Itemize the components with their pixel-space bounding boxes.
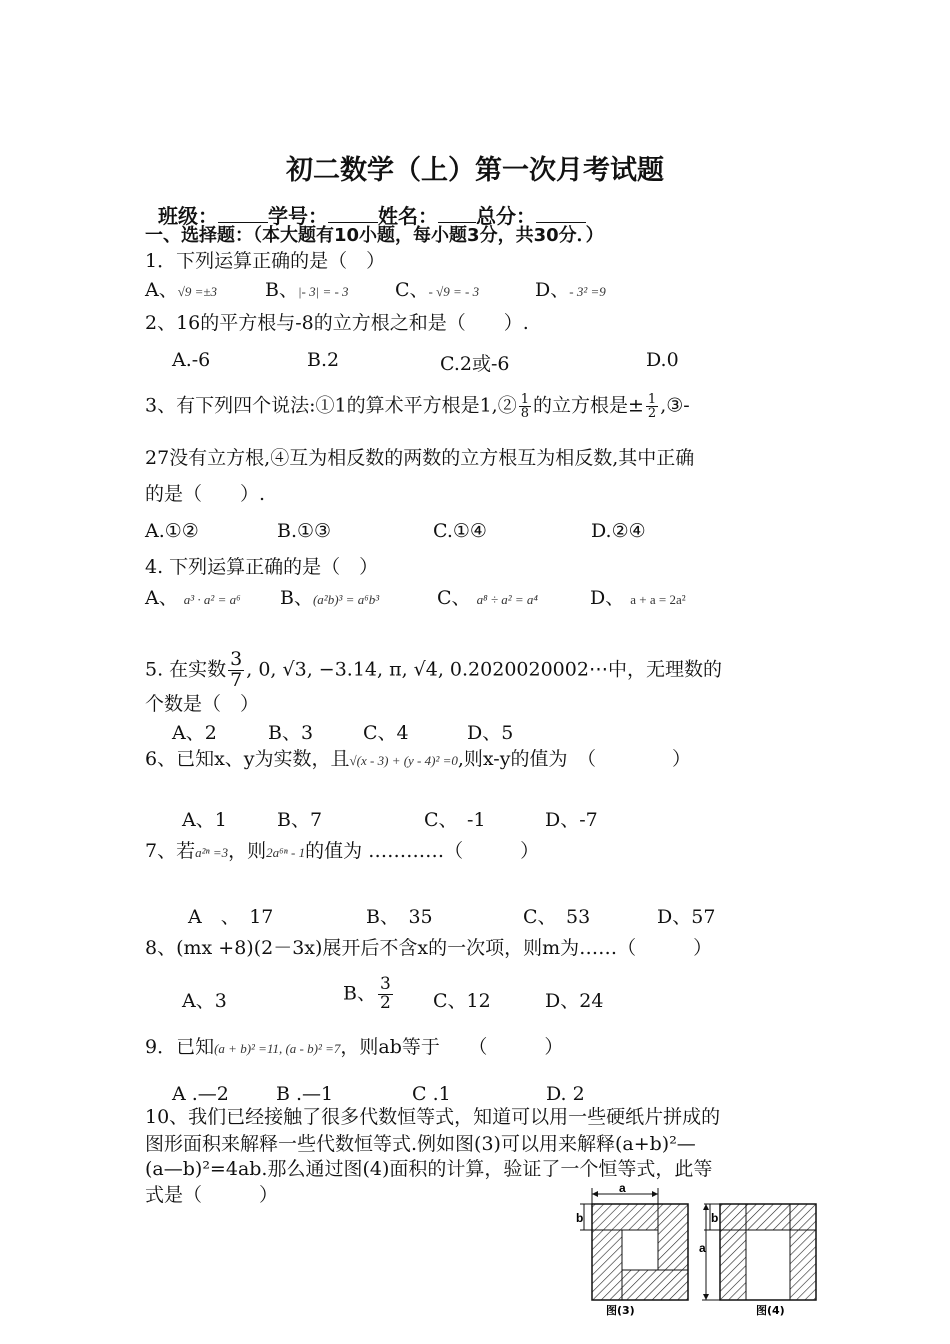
q9-option-d[interactable]: D. 2 — [546, 1083, 585, 1105]
q8-b-fraction — [378, 976, 393, 1013]
number-blank[interactable] — [328, 204, 378, 223]
fig4-caption: 图(4) — [756, 1304, 785, 1317]
fig4-strip-right — [790, 1230, 816, 1300]
q4-a-label: A、 — [145, 587, 178, 609]
q8-option-b[interactable] — [343, 976, 395, 1013]
fig3-label-a: a — [619, 1181, 626, 1195]
q7-option-c[interactable]: C、 53 — [523, 906, 591, 928]
q8-option-a[interactable]: A、3 — [182, 990, 227, 1012]
q4-c-expr: a⁸ ÷ a² = a⁴ — [476, 592, 538, 607]
q7-option-d[interactable]: D、57 — [657, 906, 716, 928]
q5-text-pre: 5. 在实数 — [145, 658, 227, 681]
q5-option-d[interactable]: D、5 — [467, 722, 514, 744]
figure-3 — [576, 1181, 688, 1317]
fig4-label-b: b — [711, 1211, 719, 1225]
frac-num: 3 — [379, 974, 391, 994]
q5-option-c[interactable]: C、4 — [363, 722, 409, 744]
q3-fraction-one-half — [646, 393, 658, 420]
q3-text-a: 3、有下列四个说法:①1的算术平方根是1,② — [145, 394, 517, 417]
q1-option-d[interactable] — [535, 275, 606, 302]
q1-b-expr: |- 3| = - 3 — [297, 284, 349, 299]
frac-den: 2 — [647, 406, 657, 421]
fig4-strip-left — [720, 1230, 746, 1300]
q1-a-expr: √9 =±3 — [177, 284, 218, 299]
q6-option-c[interactable]: C、 -1 — [424, 809, 486, 831]
q1-option-c[interactable] — [395, 275, 479, 302]
q9-option-c[interactable]: C .1 — [412, 1083, 451, 1105]
q6-option-b[interactable]: B、7 — [277, 809, 323, 831]
q10-line-3: (a—b)²=4ab.那么通过图(4)面积的计算，验证了一个恒等式，此等 — [145, 1158, 713, 1180]
q3-text-b: 的立方根是± — [533, 394, 644, 417]
class-blank[interactable] — [218, 204, 268, 223]
fig3-rect-right — [658, 1204, 688, 1270]
q3-text-c: ,③- — [660, 394, 690, 417]
q10-line-2: 图形面积来解释一些代数恒等式.例如图(3)可以用来解释(a+b)²— — [145, 1133, 696, 1155]
frac-num: 1 — [520, 392, 529, 407]
q3-fraction-one-eighth — [519, 393, 531, 420]
q3-line-2: 27没有立方根,④互为相反数的两数的立方根互为相反数,其中正确 — [145, 447, 695, 469]
arrow-icon — [703, 1204, 709, 1210]
q9-expr: (a + b)² =11, (a - b)² =7 — [214, 1041, 341, 1056]
q1-c-expr: - √9 = - 3 — [428, 284, 480, 299]
fig3-rect-bottom — [622, 1270, 688, 1300]
q8-stem: 8、(mx +8)(2－3x)展开后不含x的一次项，则m为……（ ） — [145, 937, 713, 959]
q1-c-label: C、 — [395, 279, 429, 301]
q10-line-4: 式是（ ） — [145, 1184, 279, 1206]
frac-den: 7 — [230, 668, 243, 691]
q5-line-1 — [145, 650, 722, 691]
arrow-icon — [592, 1191, 598, 1197]
q9-text-pre: 9．已知 — [145, 1036, 215, 1058]
q1-a-label: A、 — [145, 279, 178, 301]
q6-text-post: ,则x-y的值为 （ ） — [457, 748, 691, 770]
arrow-icon — [703, 1294, 709, 1300]
q1-option-a[interactable] — [145, 275, 217, 302]
q2-option-d[interactable]: D.0 — [646, 349, 679, 371]
q4-d-label: D、 — [590, 587, 625, 609]
q7-text-mid: ，则 — [228, 840, 267, 862]
q1-option-b[interactable] — [265, 275, 349, 302]
frac-num: 1 — [647, 392, 657, 407]
q6-stem — [145, 748, 691, 772]
q7-text-pre: 7、若 — [145, 840, 196, 862]
q10-line-1: 10、我们已经接触了很多代数恒等式，知道可以用一些硬纸片拼成的 — [145, 1106, 721, 1128]
q1-b-label: B、 — [265, 279, 298, 301]
q9-option-a[interactable]: A .—2 — [172, 1083, 229, 1105]
q1-d-expr: - 3² =9 — [569, 284, 606, 299]
q9-option-b[interactable]: B .—1 — [276, 1083, 334, 1105]
section-heading: 一、选择题：（本大题有10小题，每小题3分，共30分．） — [145, 225, 604, 246]
q3-line-1 — [145, 393, 690, 420]
class-label: 班级： — [158, 204, 218, 228]
q2-option-c[interactable]: C.2或-6 — [440, 353, 510, 375]
q7-expr-2: 2a⁶ⁿ - 1 — [266, 845, 306, 860]
q5-text-post: , 0, √3, −3.14, π, √4, 0.2020020002⋯中，无理数的 — [246, 658, 722, 681]
fig3-rect-left — [592, 1230, 622, 1300]
q3-option-d[interactable]: D.②④ — [591, 520, 646, 542]
page-title: 初二数学（上）第一次月考试题 — [286, 155, 664, 186]
q3-option-c[interactable]: C.①④ — [433, 520, 487, 542]
q4-d-expr: a + a = 2a² — [630, 592, 686, 607]
q4-option-d[interactable] — [590, 583, 686, 610]
q6-option-d[interactable]: D、-7 — [545, 809, 598, 831]
frac-den: 2 — [379, 992, 391, 1013]
q4-a-expr: a³ · a² = a⁶ — [183, 592, 241, 607]
q4-b-expr: (a²b)³ = a⁶b³ — [312, 592, 380, 607]
q2-option-a[interactable]: A.-6 — [172, 349, 211, 371]
q6-expr: √(x - 3) + (y - 4)² =0 — [349, 753, 458, 768]
q4-stem: 4. 下列运算正确的是（ ） — [145, 556, 379, 578]
name-label: 姓名： — [378, 204, 438, 228]
q5-option-a[interactable]: A、2 — [172, 722, 217, 744]
q8-option-d[interactable]: D、24 — [545, 990, 604, 1012]
q7-text-post: 的值为 …………（ ） — [305, 840, 540, 862]
fig3-label-b: b — [576, 1211, 584, 1225]
q4-c-label: C、 — [437, 587, 471, 609]
figure-4 — [699, 1204, 816, 1317]
q3-option-b[interactable]: B.①③ — [277, 520, 332, 542]
frac-den: 8 — [520, 406, 529, 421]
q4-b-label: B、 — [280, 587, 313, 609]
frac-num: 3 — [230, 648, 243, 670]
q9-text-post: ，则ab等于 （ ） — [340, 1036, 564, 1058]
number-label: 学号： — [268, 204, 328, 228]
q3-line-3: 的是（ ）. — [145, 483, 266, 505]
q5-option-b[interactable]: B、3 — [268, 722, 314, 744]
q4-option-b[interactable] — [280, 583, 379, 610]
fig3-rect-top — [592, 1204, 658, 1230]
q2-stem: 2、16的平方根与-8的立方根之和是（ ）. — [145, 312, 529, 334]
q7-option-a[interactable]: A 、 17 — [188, 906, 274, 928]
q5-fraction-three-sevenths — [228, 650, 244, 691]
q4-option-c[interactable] — [437, 583, 538, 610]
fig4-strip-top — [720, 1204, 816, 1230]
q7-stem — [145, 840, 539, 864]
fig3-caption: 图(3) — [606, 1304, 635, 1317]
q6-option-a[interactable]: A、1 — [182, 809, 227, 831]
q8-option-c[interactable]: C、12 — [433, 990, 491, 1012]
score-label: 总分： — [476, 204, 536, 228]
fig4-label-a: a — [699, 1241, 706, 1255]
q7-option-b[interactable]: B、 35 — [366, 906, 433, 928]
score-blank[interactable] — [536, 204, 586, 223]
q5-line-2: 个数是（ ） — [145, 693, 260, 715]
q2-option-b[interactable]: B.2 — [307, 349, 340, 371]
arrow-icon — [652, 1191, 658, 1197]
q6-text-pre: 6、已知x、y为实数，且 — [145, 748, 350, 770]
q1-stem: 1．下列运算正确的是（ ） — [145, 250, 386, 272]
name-blank[interactable] — [438, 204, 476, 223]
q8-b-label: B、 — [343, 982, 376, 1005]
q1-d-label: D、 — [535, 279, 570, 301]
figures-3-4 — [570, 1178, 830, 1318]
q3-option-a[interactable]: A.①② — [145, 520, 199, 542]
q7-expr-1: a²ⁿ =3 — [195, 845, 229, 860]
q9-stem — [145, 1036, 563, 1060]
q4-option-a[interactable] — [145, 583, 241, 610]
